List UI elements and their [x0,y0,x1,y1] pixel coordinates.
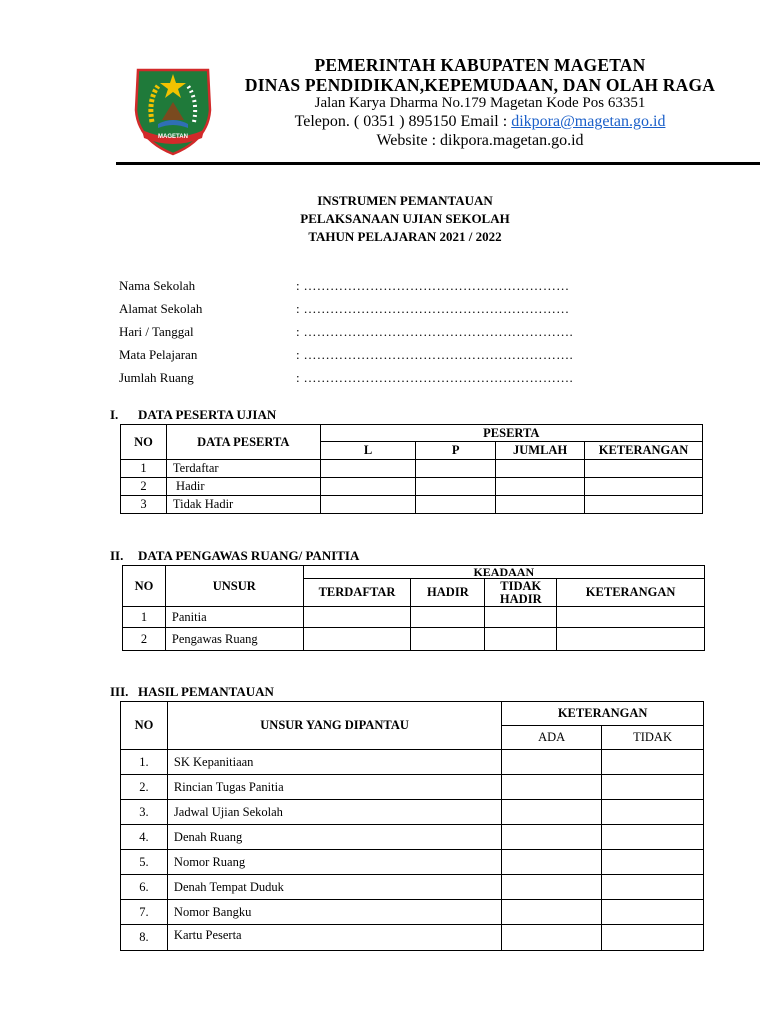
cell-l[interactable] [320,478,416,496]
peserta-table [120,424,703,514]
field-label-nama-sekolah: Nama Sekolah [119,278,196,293]
row-number: 2 [121,478,167,496]
cell-keterangan[interactable] [557,607,705,628]
col-header-tidak-hadir [485,579,557,607]
field-value-mata-pelajaran: : ……………………………………………………. [296,347,574,362]
col-header-no: NO [123,566,166,607]
cell-tidak[interactable] [602,825,704,850]
cell-ada[interactable] [502,750,602,775]
section-2-title: DATA PENGAWAS RUANG/ PANITIA [138,548,360,563]
section-1-title: DATA PESERTA UJIAN [138,407,277,422]
table-row [121,775,704,800]
table-row [121,800,704,825]
col-header-tidak: TIDAK [602,726,704,750]
cell-keterangan[interactable] [585,478,703,496]
table-row [121,900,704,925]
cell-terdaftar[interactable] [303,628,411,651]
row-number: 1 [121,460,167,478]
col-header-keterangan: KETERANGAN [557,579,705,607]
cell-jumlah[interactable] [496,460,585,478]
row-number: 4. [121,825,168,850]
logo-text: MAGETAN [158,134,188,140]
section-3-number: III. [110,684,129,699]
email-link[interactable]: dikpora@magetan.go.id [511,113,666,130]
table-row [121,850,704,875]
field-value-nama-sekolah: : …………………………………………………… [296,278,570,293]
cell-tidak[interactable] [602,750,704,775]
cell-tidak[interactable] [602,925,704,951]
cell-keterangan[interactable] [585,496,703,514]
row-label: Terdaftar [166,460,320,478]
cell-p[interactable] [416,460,496,478]
header-phone: Telepon. ( 0351 ) 895150 Email : [294,113,512,130]
row-label: Rincian Tugas Panitia [167,775,501,800]
field-label-hari-tanggal: Hari / Tanggal [119,324,194,339]
header-address: Jalan Karya Dharma No.179 Magetan Kode Pos 63351 [314,95,646,111]
field-label-jumlah-ruang: Jumlah Ruang [119,370,194,385]
row-label: Hadir [166,478,320,496]
col-header-terdaftar: TERDAFTAR [303,579,411,607]
cell-ada[interactable] [502,825,602,850]
cell-tidak[interactable] [602,900,704,925]
col-header-unsur: UNSUR [165,566,303,607]
hasil-pemantauan-table [120,701,704,951]
row-number: 1 [123,607,166,628]
cell-keterangan[interactable] [585,460,703,478]
col-header-p: P [416,442,496,460]
cell-tidak[interactable] [602,775,704,800]
cell-p[interactable] [416,478,496,496]
cell-hadir[interactable] [411,607,485,628]
col-header-keterangan: KETERANGAN [585,442,703,460]
row-label: Kartu Peserta [167,925,501,951]
hadir-label: HADIR [499,591,542,606]
row-label: SK Kepanitiaan [167,750,501,775]
row-number: 3 [121,496,167,514]
field-value-hari-tanggal: : ……………………………………………………. [296,324,574,339]
col-header-hadir: HADIR [411,579,485,607]
doc-title-line3: TAHUN PELAJARAN 2021 / 2022 [308,229,502,244]
cell-ada[interactable] [502,850,602,875]
row-label: Nomor Ruang [167,850,501,875]
col-header-unsur-dipantau: UNSUR YANG DIPANTAU [167,702,501,750]
col-header-no: NO [121,702,168,750]
col-header-keadaan: KEADAAN [303,566,704,579]
field-label-mata-pelajaran: Mata Pelajaran [119,347,198,362]
row-label: Denah Ruang [167,825,501,850]
tidak-label: TIDAK [500,578,542,593]
row-label: Jadwal Ujian Sekolah [167,800,501,825]
cell-ada[interactable] [502,925,602,951]
cell-tidak[interactable] [602,875,704,900]
pengawas-table [122,565,705,651]
section-2-heading [110,548,359,564]
header-website: Website : dikpora.magetan.go.id [376,132,584,149]
cell-hadir[interactable] [411,628,485,651]
row-number: 5. [121,850,168,875]
row-label: Tidak Hadir [166,496,320,514]
table-row [123,607,705,628]
table-row [123,628,705,651]
table-row [121,875,704,900]
header-gov-name: PEMERINTAH KABUPATEN MAGETAN [314,55,646,75]
col-header-keterangan: KETERANGAN [502,702,704,726]
cell-ada[interactable] [502,875,602,900]
row-number: 3. [121,800,168,825]
magetan-emblem-icon [128,64,218,158]
table-row [121,460,703,478]
row-number: 2. [121,775,168,800]
field-value-alamat-sekolah: : …………………………………………………… [296,301,570,316]
field-value-jumlah-ruang: : ……………………………………………………. [296,370,574,385]
table-row [121,825,704,850]
cell-tidak[interactable] [602,800,704,825]
row-label: Panitia [165,607,303,628]
header-contact [220,113,740,131]
cell-p[interactable] [416,496,496,514]
header-divider [116,162,760,165]
col-header-ada: ADA [502,726,602,750]
cell-jumlah[interactable] [496,478,585,496]
cell-ada[interactable] [502,900,602,925]
col-header-jumlah: JUMLAH [496,442,585,460]
cell-tidak-hadir[interactable] [485,628,557,651]
table-row [121,496,703,514]
col-header-peserta: PESERTA [320,425,702,442]
doc-title-line2: PELAKSANAAN UJIAN SEKOLAH [300,211,510,226]
cell-tidak[interactable] [602,850,704,875]
cell-keterangan[interactable] [557,628,705,651]
section-1-heading [110,407,276,423]
cell-l[interactable] [320,496,416,514]
cell-ada[interactable] [502,800,602,825]
doc-title-line1: INSTRUMEN PEMANTAUAN [317,193,493,208]
table-row [121,478,703,496]
table-row [121,750,704,775]
table-row [121,925,704,951]
header-dept-name: DINAS PENDIDIKAN,KEPEMUDAAN, DAN OLAH RAGA [244,75,716,95]
section-1-number: I. [110,407,119,422]
col-header-no: NO [121,425,167,460]
row-label: Pengawas Ruang [165,628,303,651]
cell-jumlah[interactable] [496,496,585,514]
row-number: 7. [121,900,168,925]
section-3-heading [110,684,274,700]
field-label-alamat-sekolah: Alamat Sekolah [119,301,203,316]
row-label: Denah Tempat Duduk [167,875,501,900]
col-header-l: L [320,442,416,460]
row-number: 1. [121,750,168,775]
section-3-title: HASIL PEMANTAUAN [138,684,274,699]
row-number: 6. [121,875,168,900]
col-header-data-peserta: DATA PESERTA [166,425,320,460]
cell-terdaftar[interactable] [303,607,411,628]
cell-tidak-hadir[interactable] [485,607,557,628]
cell-l[interactable] [320,460,416,478]
section-2-number: II. [110,548,124,563]
cell-ada[interactable] [502,775,602,800]
magetan-logo [128,64,218,158]
row-number: 8. [121,925,168,951]
row-number: 2 [123,628,166,651]
row-label: Nomor Bangku [167,900,501,925]
